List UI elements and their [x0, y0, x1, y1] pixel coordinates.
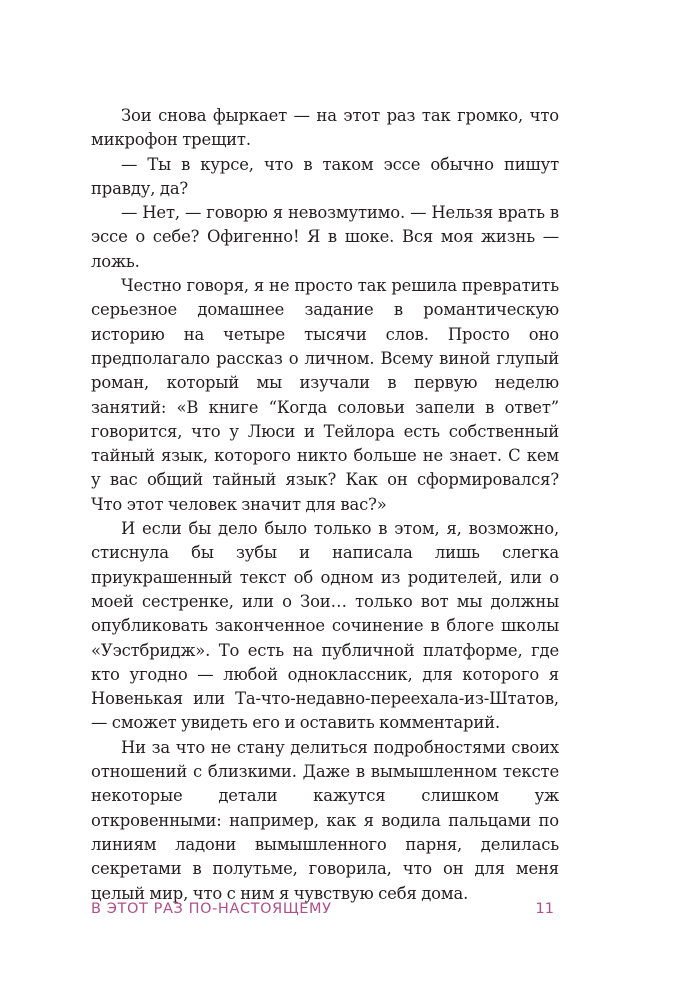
page-number: 11: [535, 901, 554, 917]
running-title: В ЭТОТ РАЗ ПО-НАСТОЯЩЕМУ: [91, 901, 332, 917]
body-text: [91, 104, 559, 906]
paragraph: И если бы дело было только в этом, я, возможно, стиснула бы зубы и написала лишь слегка приукрашенный текст об одном из родителей, или о моей сестренке, или о Зои… только вот мы должны опубликовать законченное сочинение в блоге школы «Уэстбридж». То есть на публичной платформе, где кто угодно — любой одноклассник, для которого я Новенькая или Та-что-недавно-переехала-из-Штатов, — сможет увидеть его и оставить комментарий.: [91, 519, 559, 733]
paragraph: Честно говоря, я не просто так решила превратить серьезное домашнее задание в романтическую историю на четыре тысячи слов. Просто оно предполагало рассказ о личном. Всему виной глупый роман, который мы изучали в первую неделю занятий: «В книге “Когда соловьи запели в ответ” говорится, что у Люси и Тейлора есть собственный тайный язык, которого никто больше не знает. С кем у вас общий тайный язык? Как он сформировался? Что этот человек значит для вас?»: [91, 276, 559, 514]
paragraph: — Ты в курсе, что в таком эссе обычно пишут правду, да?: [91, 154, 559, 198]
paragraph: Ни за что не стану делиться подробностями своих отношений с близкими. Даже в вымышленном тексте некоторые детали кажутся слишком уж откровенными: например, как я водила пальцами по линиям ладони вымышленного парня, делилась секретами в полутьме, говорила, что он для меня целый мир, что с ним я чувствую себя дома.: [91, 737, 559, 903]
paragraph: Зои снова фыркает — на этот раз так громко, что микрофон трещит.: [91, 106, 559, 150]
paragraph: — Нет, — говорю я невозмутимо. — Нельзя врать в эссе о себе? Офигенно! Я в шоке. Вся моя жизнь — ложь.: [91, 203, 559, 271]
